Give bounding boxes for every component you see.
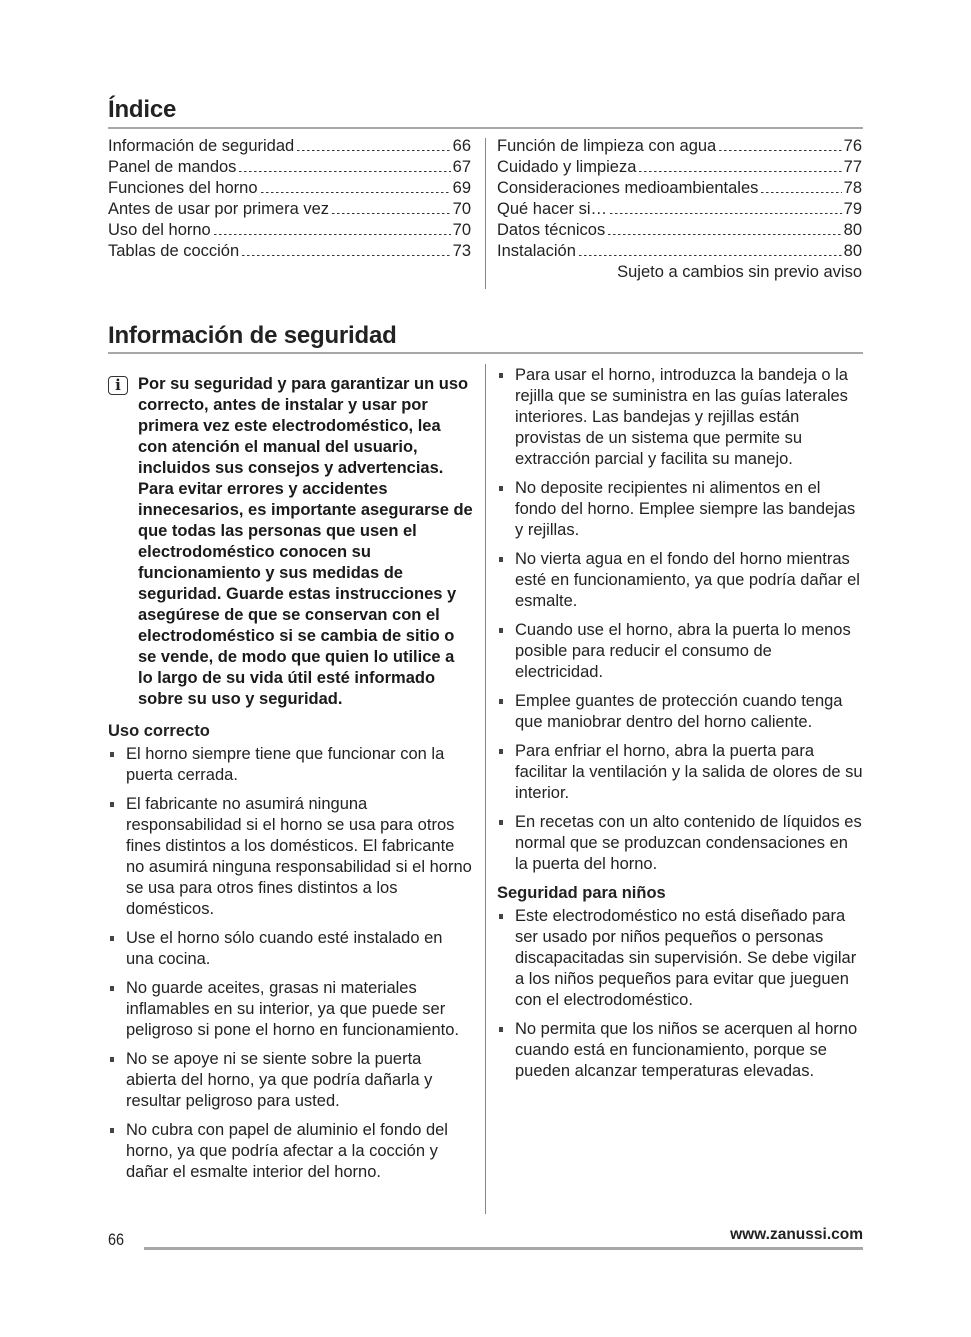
toc-leader bbox=[297, 150, 450, 151]
toc-entry-page: 70 bbox=[452, 221, 471, 239]
list-item: Cuando use el horno, abra la puerta lo menos posible para reducir el consumo de electricidad. bbox=[497, 620, 863, 683]
toc-entry[interactable] bbox=[497, 220, 862, 241]
toc-entry[interactable] bbox=[497, 241, 862, 262]
toc-leader bbox=[261, 192, 451, 193]
toc-entry[interactable] bbox=[497, 157, 862, 178]
list-item: No permita que los niños se acerquen al horno cuando está en funcionamiento, porque se pueden alcanzar temperaturas elevadas. bbox=[497, 1019, 863, 1082]
list-item: Use el horno sólo cuando esté instalado en una cocina. bbox=[108, 928, 473, 970]
list-item: El horno siempre tiene que funcionar con la puerta cerrada. bbox=[108, 744, 473, 786]
toc-entry-page: 66 bbox=[452, 137, 471, 155]
toc-disclaimer: Sujeto a cambios sin previo aviso bbox=[617, 263, 862, 281]
index-title: Índice bbox=[108, 96, 177, 123]
info-notice bbox=[108, 374, 473, 710]
list-item: Este electrodoméstico no está diseñado para ser usado por niños pequeños o personas discapacitadas sin supervisión. Se debe vigilar a los niños pequeños para evitar que jueguen con el electrodoméstico. bbox=[497, 906, 863, 1011]
toc-entry-page: 67 bbox=[452, 158, 471, 176]
toc-entry-page: 80 bbox=[843, 242, 862, 260]
toc-leader bbox=[719, 150, 841, 151]
toc-entry[interactable] bbox=[108, 199, 471, 220]
toc-leader bbox=[332, 213, 451, 214]
correct-use-heading: Uso correcto bbox=[108, 722, 210, 740]
toc-entry-title: Información de seguridad bbox=[108, 137, 295, 155]
correct-use-list bbox=[108, 744, 473, 1183]
list-item: Emplee guantes de protección cuando tenga que maniobrar dentro del horno caliente. bbox=[497, 691, 863, 733]
toc-entry-title: Uso del horno bbox=[108, 221, 211, 239]
toc-leader bbox=[610, 213, 842, 214]
toc-entry-page: 77 bbox=[843, 158, 862, 176]
page-number: 66 bbox=[108, 1230, 125, 1249]
safety-title: Información de seguridad bbox=[108, 322, 397, 349]
list-item: No cubra con papel de aluminio el fondo del horno, ya que podría afectar a la cocción y dañar el esmalte interior del horno. bbox=[108, 1120, 473, 1183]
toc-entry-page: 79 bbox=[843, 200, 862, 218]
toc-entry-page: 69 bbox=[452, 179, 471, 197]
toc-entry[interactable] bbox=[108, 178, 471, 199]
toc-right-column bbox=[497, 136, 862, 283]
safety-title-rule bbox=[108, 352, 863, 354]
toc-entry[interactable] bbox=[108, 136, 471, 157]
toc-entry[interactable] bbox=[497, 136, 862, 157]
toc-entry-title: Antes de usar por primera vez bbox=[108, 200, 330, 218]
list-item: No se apoye ni se siente sobre la puerta abierta del horno, ya que podría dañarla y resultar peligroso para usted. bbox=[108, 1049, 473, 1112]
toc-entry[interactable] bbox=[108, 220, 471, 241]
toc-entry-title: Panel de mandos bbox=[108, 158, 237, 176]
body-column-divider bbox=[485, 364, 486, 1214]
toc-entry-title: Consideraciones medioambientales bbox=[497, 179, 759, 197]
list-item: Para usar el horno, introduzca la bandeja o la rejilla que se suministra en las guías laterales interiores. Las bandejas y rejillas están provistas de un sistema que permite su extracción parcial y facilita su manejo. bbox=[497, 365, 863, 470]
toc-entry-page: 80 bbox=[843, 221, 862, 239]
list-item: El fabricante no asumirá ninguna responsabilidad si el horno se usa para otros fines distintos a los domésticos. El fabricante no asumirá ninguna responsabilidad si el horno se usa para otros fines distintos a los domésticos. bbox=[108, 794, 473, 920]
child-safety-heading: Seguridad para niños bbox=[497, 884, 666, 902]
toc-leader bbox=[579, 255, 842, 256]
toc-entry-title: Qué hacer si… bbox=[497, 200, 608, 218]
toc-entry-title: Funciones del horno bbox=[108, 179, 258, 197]
footer-rule bbox=[144, 1247, 863, 1250]
list-item: No deposite recipientes ni alimentos en el fondo del horno. Emplee siempre las bandejas y rejillas. bbox=[497, 478, 863, 541]
toc-entry[interactable] bbox=[497, 199, 862, 220]
toc-leader bbox=[639, 171, 841, 172]
child-safety-list bbox=[497, 906, 863, 1082]
toc-entry[interactable] bbox=[108, 157, 471, 178]
toc-entry[interactable] bbox=[497, 178, 862, 199]
toc-column-divider bbox=[485, 138, 486, 289]
list-item: Para enfriar el horno, abra la puerta para facilitar la ventilación y la salida de olores de su interior. bbox=[497, 741, 863, 804]
website-link[interactable]: www.zanussi.com bbox=[730, 1226, 863, 1243]
toc-leader bbox=[761, 192, 841, 193]
list-item: No vierta agua en el fondo del horno mientras esté en funcionamiento, ya que podría dañar el esmalte. bbox=[497, 549, 863, 612]
toc-entry-title: Cuidado y limpieza bbox=[497, 158, 637, 176]
index-title-rule bbox=[108, 127, 863, 129]
toc-entry-page: 78 bbox=[843, 179, 862, 197]
toc-entry-title: Tablas de cocción bbox=[108, 242, 240, 260]
correct-use-list-continued bbox=[497, 365, 863, 875]
toc-entry[interactable] bbox=[108, 241, 471, 262]
toc-entry-page: 70 bbox=[452, 200, 471, 218]
toc-entry-title: Datos técnicos bbox=[497, 221, 606, 239]
toc-leader bbox=[242, 255, 450, 256]
toc-entry-title: Función de limpieza con agua bbox=[497, 137, 717, 155]
list-item: No guarde aceites, grasas ni materiales inflamables en su interior, ya que puede ser peligroso si pone el horno en funcionamiento. bbox=[108, 978, 473, 1041]
toc-left-column bbox=[108, 136, 471, 262]
safety-right-column bbox=[497, 365, 863, 1090]
toc-entry-page: 73 bbox=[452, 242, 471, 260]
list-item: En recetas con un alto contenido de líquidos es normal que se produzcan condensaciones en la puerta del horno. bbox=[497, 812, 863, 875]
info-icon: i bbox=[108, 376, 128, 395]
toc-leader bbox=[214, 234, 451, 235]
toc-leader bbox=[608, 234, 841, 235]
info-notice-text: Por su seguridad y para garantizar un uso correcto, antes de instalar y usar por primera vez este electrodoméstico, lea con atención el manual del usuario, incluidos sus consejos y advertencias. Para evitar errores y accidentes innecesarios, es importante asegurarse de que todas las personas que usen el electrodoméstico conocen su funcionamiento y sus medidas de seguridad. Guarde estas instrucciones y asegúrese de que se conservan con el electrodoméstico si se cambia de sitio o se vende, de modo que quien lo utilice a lo largo de su vida útil esté informado sobre su uso y seguridad. bbox=[138, 375, 473, 708]
toc-entry-page: 76 bbox=[843, 137, 862, 155]
toc-entry-title: Instalación bbox=[497, 242, 576, 260]
safety-left-column bbox=[108, 374, 473, 1191]
toc-leader bbox=[239, 171, 450, 172]
